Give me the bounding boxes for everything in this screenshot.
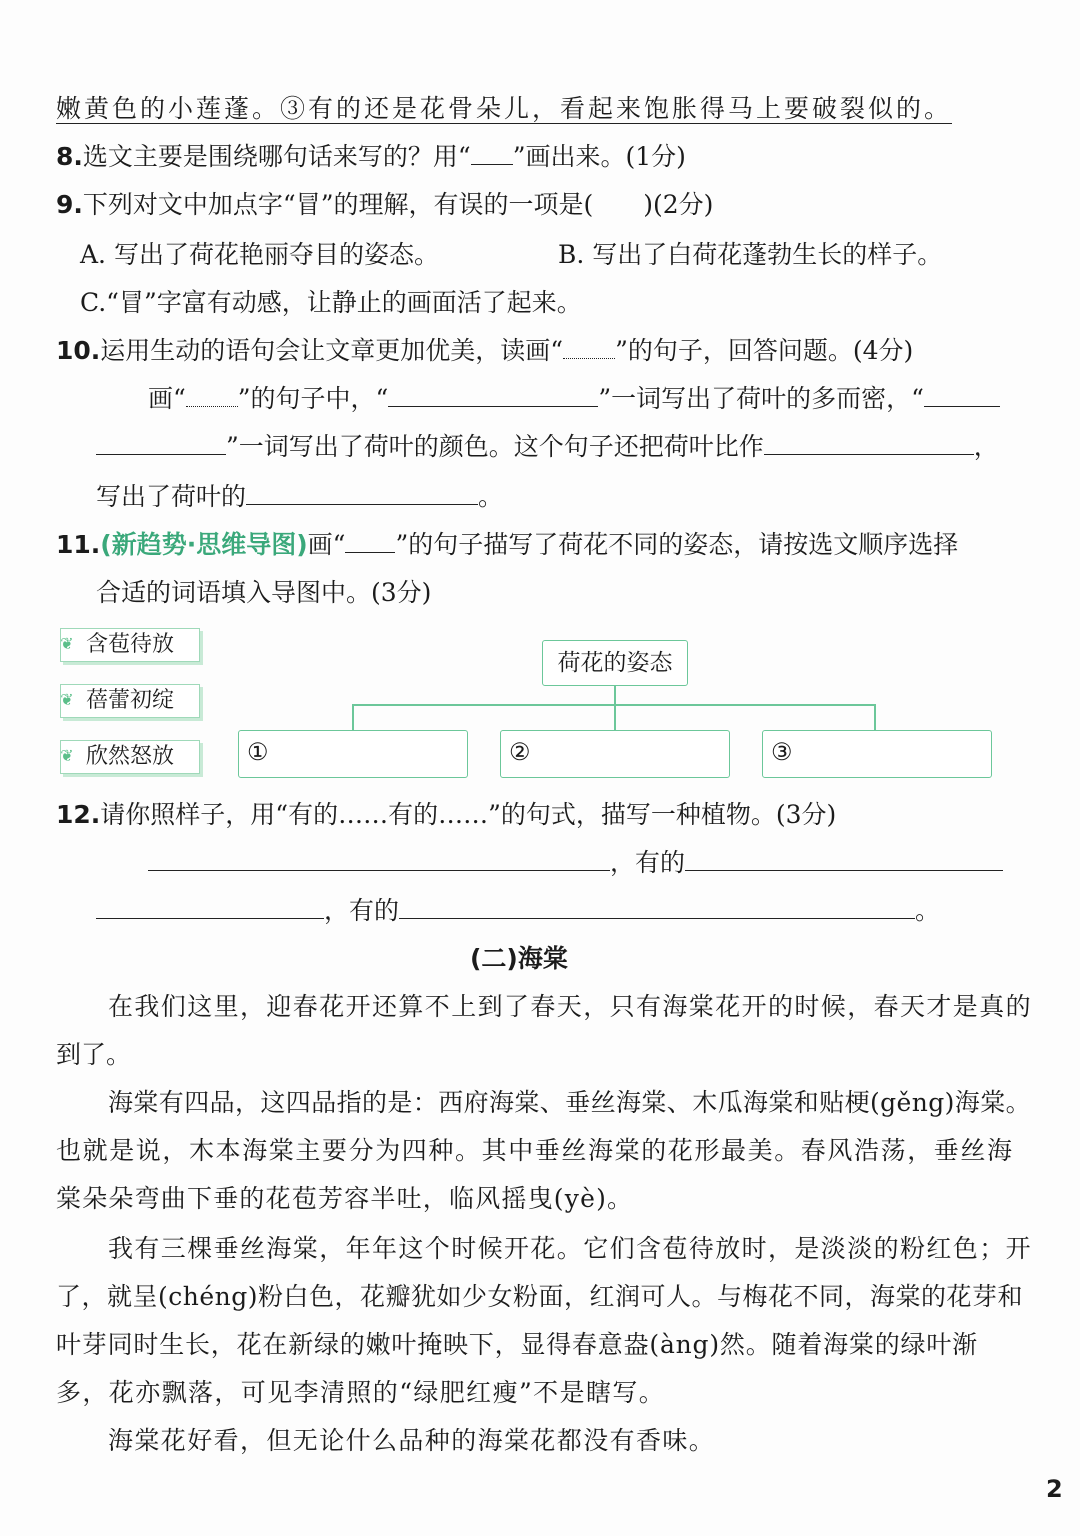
passage-line: 在我们这里，迎春花开还算不上到了春天，只有海棠花开的时候，春天才是真的 [108,992,1033,1021]
connector [614,685,616,705]
question-number: 9. [56,190,83,219]
passage-line: 多，花亦飘落，可见李清照的“绿肥红瘦”不是瞎写。 [56,1378,666,1407]
leaf-icon: ❦ [60,634,74,653]
answer-blank[interactable] [96,894,324,919]
word-card-1[interactable]: ❦ 含苞待放 [60,628,200,662]
answer-blank[interactable] [388,382,598,407]
answer-blank[interactable] [96,430,226,455]
mindmap-root: 荷花的姿态 [542,640,688,686]
underline-sample [345,528,395,553]
answer-blank[interactable] [399,894,915,919]
passage-line: 了，就呈(chéng)粉白色，花瓣犹如少女粉面，红润可人。与梅花不同，海棠的花芽和 [56,1282,1024,1311]
page-number: 2 [1046,1475,1063,1503]
trend-tag: (新趋势·思维导图) [100,530,308,559]
q10-line-2: ”一词写出了荷叶的颜色。这个句子还把荷叶比作 ， [96,430,999,464]
connector [874,704,876,730]
q11-line-2: 合适的词语填入导图中。(3分) [96,578,432,607]
answer-blank[interactable] [148,846,610,871]
option-b: B. 写出了白荷花蓬勃生长的样子。 [558,240,943,269]
passage-line: 海棠有四品，这四品指的是：西府海棠、垂丝海棠、木瓜海棠和贴梗(gěng)海棠。 [108,1088,1032,1117]
passage-line: 叶芽同时生长，花在新绿的嫩叶掩映下，显得春意盎(àng)然。随着海棠的绿叶渐 [56,1330,978,1359]
question-9: 9.下列对文中加点字“冒”的理解，有误的一项是( )(2分) [56,190,714,219]
mindmap-slot-1[interactable]: ① [238,730,468,778]
passage-line: 海棠花好看，但无论什么品种的海棠花都没有香味。 [108,1426,716,1455]
passage-line: 我有三棵垂丝海棠，年年这个时候开花。它们含苞待放时，是淡淡的粉红色；开 [108,1234,1033,1263]
section-title: (二)海棠 [470,944,568,973]
q10-line-1: 画“ ”的句子中，“ ”一词写出了荷叶的多而密，“ [148,382,1000,416]
question-number: 12. [56,800,101,829]
q12-line-2: ，有的 。 [96,894,940,928]
q10-line-3: 写出了荷叶的 。 [96,482,504,511]
question-number: 11. [56,530,101,559]
leaf-icon: ❦ [60,690,74,709]
passage-line: 棠朵朵弯曲下垂的花苞芳容半吐，临风摇曳(yè)。 [56,1184,634,1213]
answer-blank[interactable] [764,430,974,455]
question-number: 10. [56,336,101,365]
word-card-2[interactable]: ❦ 蓓蕾初绽 [60,684,200,718]
question-12: 12.请你照样子，用“有的……有的……”的句式，描写一种植物。(3分) [56,800,837,829]
answer-blank[interactable] [246,480,478,505]
passage-line: 也就是说，木本海棠主要分为四种。其中垂丝海棠的花形最美。春风浩荡，垂丝海 [56,1136,1014,1165]
wavy-line-sample [563,334,615,359]
word-card-3[interactable]: ❦ 欣然怒放 [60,740,200,774]
passage-line: 到了。 [56,1040,132,1069]
question-11: 11.(新趋势·思维导图)画“ ”的句子描写了荷花不同的姿态，请按选文顺序选择 [56,530,959,559]
question-8: 8.选文主要是围绕哪句话来写的？用“ ”画出来。(1分) [56,142,686,171]
option-c: C.“冒”字富有动感，让静止的画面活了起来。 [80,288,582,317]
mindmap-slot-2[interactable]: ② [500,730,730,778]
passage-line-top: 嫩黄色的小莲蓬。③有的还是花骨朵儿，看起来饱胀得马上要破裂似的。 [56,94,953,123]
question-number: 8. [56,142,83,171]
question-10: 10.运用生动的语句会让文章更加优美，读画“ ”的句子，回答问题。(4分) [56,336,914,365]
option-a: A. 写出了荷花艳丽夺目的姿态。 [80,240,439,269]
connector [352,704,354,730]
answer-blank[interactable] [924,382,1000,407]
q12-line-1: ，有的 [148,846,1003,880]
answer-blank[interactable] [685,846,1003,871]
mindmap-slot-3[interactable]: ③ [762,730,992,778]
underline-sample [471,140,513,165]
connector [614,704,616,730]
leaf-icon: ❦ [60,746,74,765]
